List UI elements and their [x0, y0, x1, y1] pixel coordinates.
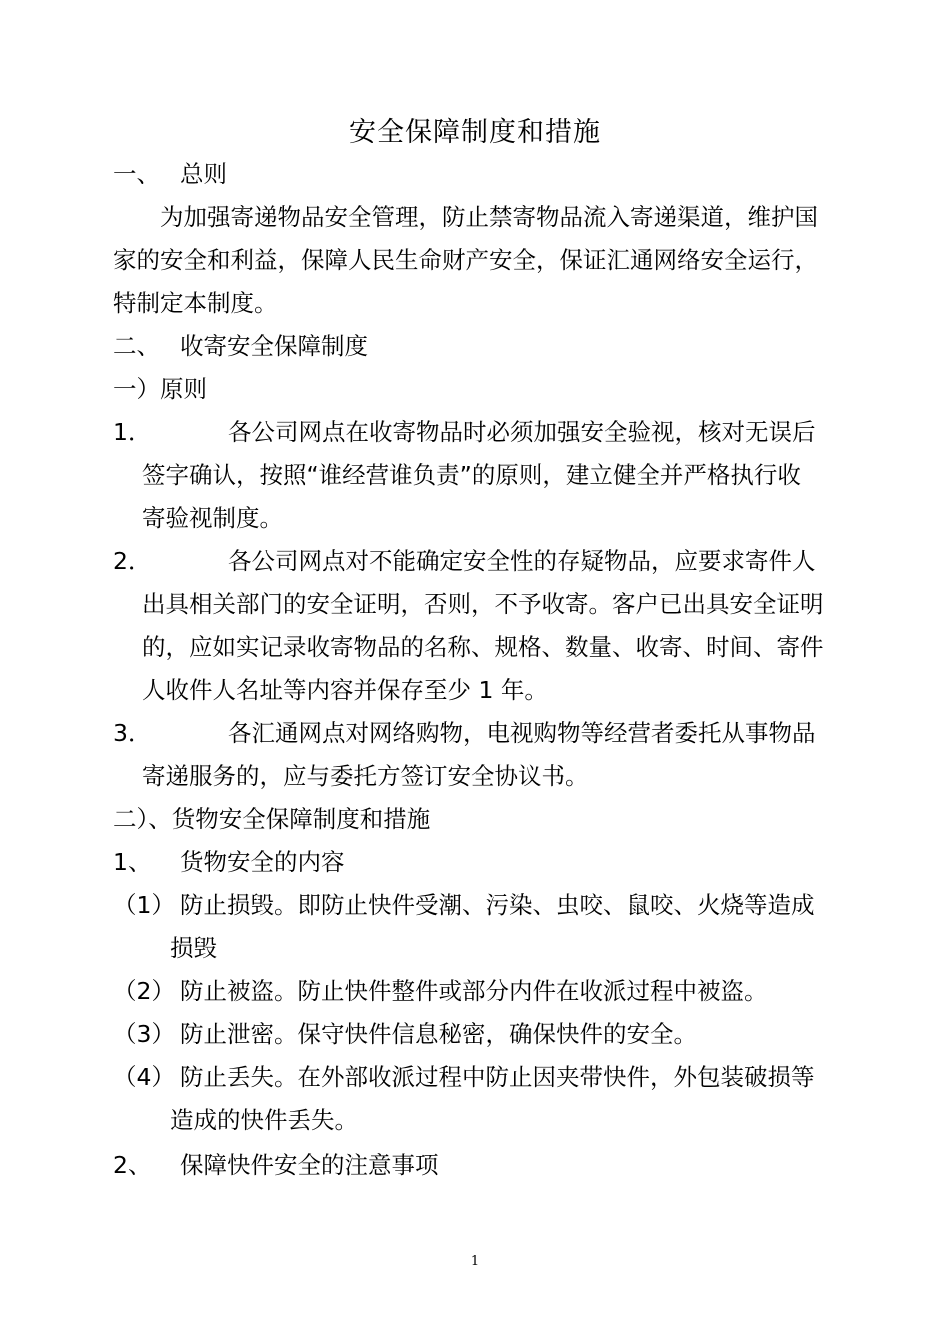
point-title: 保障快件安全的注意事项 [180, 1151, 439, 1179]
paragraph-line: 特制定本制度。 [113, 289, 278, 317]
list-item-2 [113, 546, 843, 576]
list-item-text: 出具相关部门的安全证明，否则，不予收寄。客户已出具安全证明 [142, 590, 824, 618]
sublist-number: （3） [113, 1020, 175, 1048]
subsection-heading: 二）、货物安全保障制度和措施 [113, 805, 431, 833]
point-number: 1、 [113, 848, 152, 876]
sublist-number: （2） [113, 977, 175, 1005]
list-item-text: 的，应如实记录收寄物品的名称、规格、数量、收寄、时间、寄件 [142, 633, 824, 661]
section-number: 一、 [113, 160, 160, 188]
list-item-text: 签字确认，按照“谁经营谁负责”的原则，建立健全并严格执行收 [142, 461, 801, 489]
list-item-number: 2． [113, 547, 152, 575]
section-title: 总则 [180, 160, 227, 188]
page-number: 1 [470, 1254, 480, 1269]
sublist-text: 防止被盗。防止快件整件或部分内件在收派过程中被盗。 [180, 977, 768, 1005]
list-item-text: 各公司网点对不能确定安全性的存疑物品，应要求寄件人 [228, 547, 816, 575]
sublist-item-4 [113, 1062, 843, 1092]
list-item-number: 3． [113, 719, 152, 747]
paragraph-line: 家的安全和利益，保障人民生命财产安全，保证汇通网络安全运行， [113, 246, 818, 274]
section-heading-1 [113, 159, 843, 189]
point-number: 2、 [113, 1151, 152, 1179]
sublist-number: （4） [113, 1063, 175, 1091]
list-item-number: 1． [113, 418, 152, 446]
list-item-text: 寄递服务的，应与委托方签订安全协议书。 [142, 762, 589, 790]
paragraph-line: 为加强寄递物品安全管理，防止禁寄物品流入寄递渠道，维护国 [160, 203, 818, 231]
sublist-item-1 [113, 890, 843, 920]
list-item-text: 寄验视制度。 [142, 504, 283, 532]
sublist-text: 防止丢失。在外部收派过程中防止因夹带快件，外包装破损等 [180, 1063, 815, 1091]
point-heading-2 [113, 1150, 843, 1180]
section-title: 收寄安全保障制度 [180, 332, 368, 360]
sublist-item-3 [113, 1019, 843, 1049]
sublist-number: （1） [113, 891, 175, 919]
sublist-text: 损毁 [170, 934, 217, 962]
section-heading-2 [113, 331, 843, 361]
point-title: 货物安全的内容 [180, 848, 345, 876]
list-item-3 [113, 718, 843, 748]
sublist-text: 防止损毁。即防止快件受潮、污染、虫咬、鼠咬、火烧等造成 [180, 891, 815, 919]
list-item-1 [113, 417, 843, 447]
sublist-item-2 [113, 976, 843, 1006]
list-item-text: 各公司网点在收寄物品时必须加强安全验视，核对无误后 [228, 418, 816, 446]
subsection-heading: 一）原则 [113, 375, 207, 403]
list-item-text: 人收件人名址等内容并保存至少 1 年。 [142, 676, 548, 704]
document-title: 安全保障制度和措施 [349, 117, 601, 148]
sublist-text: 造成的快件丢失。 [170, 1106, 358, 1134]
sublist-text: 防止泄密。保守快件信息秘密，确保快件的安全。 [180, 1020, 697, 1048]
list-item-text: 各汇通网点对网络购物，电视购物等经营者委托从事物品 [228, 719, 816, 747]
point-heading-1 [113, 847, 843, 877]
section-number: 二、 [113, 332, 160, 360]
